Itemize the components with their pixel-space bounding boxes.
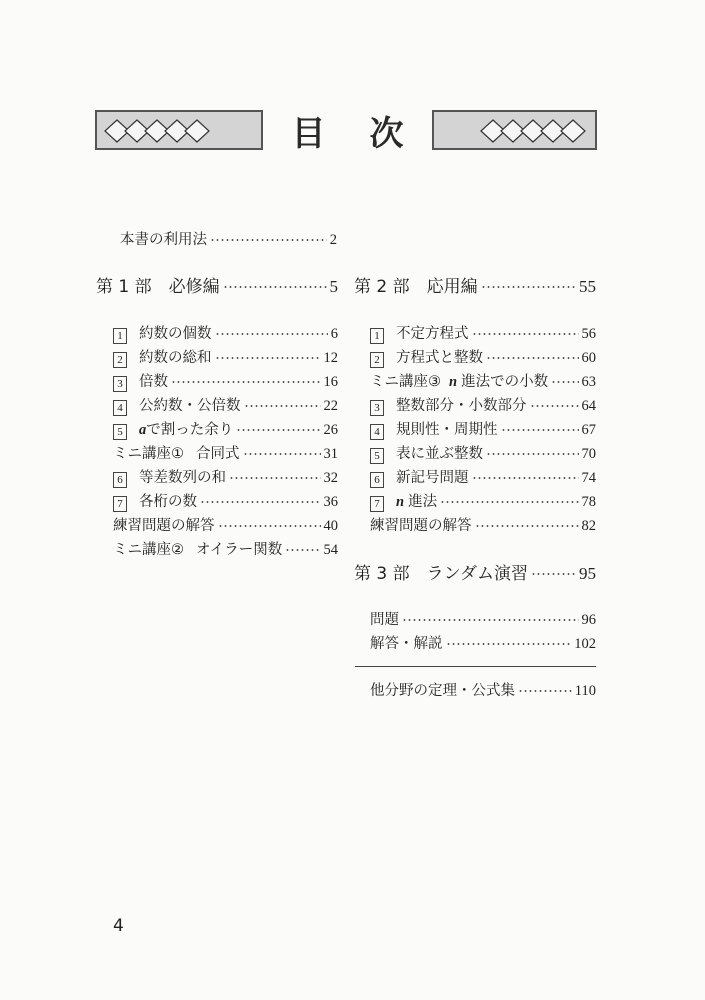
toc-entry-label: 整数部分・小数部分 bbox=[396, 398, 527, 414]
leader-dots bbox=[530, 405, 579, 407]
leader-dots bbox=[171, 381, 321, 383]
toc-entry-label: 新記号問題 bbox=[396, 470, 469, 486]
part-heading-label: 第 1 部 必修編 bbox=[96, 277, 220, 297]
toc-entry[interactable] bbox=[370, 420, 596, 440]
toc-entry-label: 公約数・公倍数 bbox=[139, 398, 241, 414]
toc-entry[interactable] bbox=[113, 372, 338, 392]
part3-heading[interactable] bbox=[354, 562, 596, 586]
part2-heading[interactable] bbox=[354, 275, 596, 299]
toc-entry[interactable] bbox=[113, 492, 338, 512]
title-char-1: 目 bbox=[291, 113, 326, 154]
toc-entry[interactable] bbox=[370, 516, 596, 536]
toc-entry-page: 74 bbox=[581, 470, 596, 486]
toc-entry-page: 102 bbox=[574, 636, 596, 652]
toc-entry-page: 63 bbox=[581, 374, 596, 390]
toc-entry-label: 倍数 bbox=[139, 374, 168, 390]
toc-entry-label: オイラー関数 bbox=[196, 542, 283, 558]
leader-dots bbox=[215, 357, 321, 359]
toc-entry-label: 本書の利用法 bbox=[120, 232, 207, 248]
toc-entry-label: 規則性・周期性 bbox=[396, 422, 498, 438]
leader-dots bbox=[285, 549, 320, 551]
toc-entry-label: 約数の個数 bbox=[139, 326, 212, 342]
toc-entry-label: 練習問題の解答 bbox=[370, 518, 472, 534]
toc-entry-page: 16 bbox=[323, 374, 338, 390]
page-title bbox=[263, 108, 432, 152]
toc-entry-page: 67 bbox=[581, 422, 596, 438]
toc-entry-label: 解答・解説 bbox=[370, 636, 443, 652]
toc-entry[interactable] bbox=[113, 468, 338, 488]
leader-dots bbox=[518, 690, 572, 692]
part1-heading[interactable] bbox=[96, 275, 338, 299]
chapter-number-box: 7 bbox=[370, 496, 384, 512]
toc-entry-label: 等差数列の和 bbox=[139, 470, 226, 486]
mini-lecture-label: ミニ講座② bbox=[113, 542, 184, 558]
toc-entry-page: 82 bbox=[581, 518, 596, 534]
chapter-number-box: 5 bbox=[113, 424, 127, 440]
toc-entry[interactable] bbox=[370, 396, 596, 416]
leader-dots bbox=[402, 619, 579, 621]
title-ornament-left bbox=[95, 110, 263, 150]
chapter-number-box: 4 bbox=[113, 400, 127, 416]
toc-entry-page: 60 bbox=[581, 350, 596, 366]
toc-entry-label: 進法での小数 bbox=[461, 374, 549, 390]
variable-symbol: n bbox=[449, 374, 458, 390]
toc-entry-label: 各桁の数 bbox=[139, 494, 197, 510]
mini-lecture-label: ミニ講座① bbox=[113, 446, 184, 462]
toc-entry[interactable] bbox=[113, 348, 338, 368]
section-divider bbox=[355, 666, 596, 667]
title-ornament-right bbox=[432, 110, 597, 150]
toc-entry-label: 問題 bbox=[370, 612, 399, 628]
chapter-number-box: 3 bbox=[370, 400, 384, 416]
toc-entry[interactable] bbox=[370, 634, 596, 654]
chapter-number-box: 5 bbox=[370, 448, 384, 464]
chapter-number-box: 3 bbox=[113, 376, 127, 392]
toc-entry-page: 31 bbox=[323, 446, 338, 462]
title-char-2: 次 bbox=[369, 113, 404, 154]
leader-dots bbox=[501, 429, 579, 431]
mini-lecture-label: ミニ講座③ bbox=[370, 374, 441, 390]
toc-entry[interactable] bbox=[113, 420, 338, 440]
leader-dots bbox=[200, 501, 321, 503]
toc-entry-label: 約数の総和 bbox=[139, 350, 212, 366]
toc-entry[interactable] bbox=[113, 444, 338, 464]
toc-entry[interactable] bbox=[370, 372, 596, 392]
toc-entry-intro[interactable] bbox=[120, 230, 337, 250]
toc-entry-label: で割った余り bbox=[146, 422, 234, 438]
toc-entry[interactable] bbox=[113, 516, 338, 536]
toc-entry[interactable] bbox=[370, 610, 596, 630]
chapter-number-box: 6 bbox=[370, 472, 384, 488]
toc-entry-label: 進法 bbox=[408, 494, 438, 510]
toc-entry-page: 56 bbox=[581, 326, 596, 342]
toc-entry-page: 22 bbox=[323, 398, 338, 414]
diamond-ornament-icon bbox=[103, 116, 213, 146]
toc-entry-page: 32 bbox=[323, 470, 338, 486]
toc-entry[interactable] bbox=[370, 324, 596, 344]
toc-entry-label: 表に並ぶ整数 bbox=[396, 446, 483, 462]
leader-dots bbox=[215, 333, 328, 335]
leader-dots bbox=[446, 643, 572, 645]
toc-entry-page: 36 bbox=[323, 494, 338, 510]
leader-dots bbox=[531, 573, 576, 575]
toc-entry[interactable] bbox=[113, 540, 338, 560]
part-heading-page: 95 bbox=[579, 564, 596, 583]
chapter-number-box: 2 bbox=[113, 352, 127, 368]
diamond-ornament-icon bbox=[479, 116, 589, 146]
toc-entry-label: 方程式と整数 bbox=[396, 350, 483, 366]
toc-entry-page: 40 bbox=[323, 518, 338, 534]
leader-dots bbox=[486, 453, 579, 455]
part-heading-label: 第 2 部 応用編 bbox=[354, 277, 478, 297]
toc-entry-label: 不定方程式 bbox=[396, 326, 469, 342]
leader-dots bbox=[244, 405, 321, 407]
toc-entry-page: 70 bbox=[581, 446, 596, 462]
toc-entry-page: 12 bbox=[323, 350, 338, 366]
leader-dots bbox=[486, 357, 579, 359]
chapter-number-box: 1 bbox=[113, 328, 127, 344]
toc-entry-page: 26 bbox=[323, 422, 338, 438]
chapter-number-box: 4 bbox=[370, 424, 384, 440]
toc-entry-label: 他分野の定理・公式集 bbox=[370, 683, 515, 699]
leader-dots bbox=[229, 477, 321, 479]
chapter-number-box: 7 bbox=[113, 496, 127, 512]
variable-symbol: a bbox=[139, 422, 147, 438]
toc-entry[interactable] bbox=[370, 444, 596, 464]
chapter-number-box: 2 bbox=[370, 352, 384, 368]
leader-dots bbox=[218, 525, 321, 527]
leader-dots bbox=[481, 286, 576, 288]
toc-entry[interactable] bbox=[370, 468, 596, 488]
toc-entry-appendix[interactable] bbox=[370, 681, 596, 701]
variable-symbol: n bbox=[396, 494, 405, 510]
chapter-number-box: 6 bbox=[113, 472, 127, 488]
toc-entry-page: 64 bbox=[581, 398, 596, 414]
leader-dots bbox=[236, 429, 320, 431]
toc-entry-page: 78 bbox=[581, 494, 596, 510]
toc-entry[interactable] bbox=[370, 348, 596, 368]
toc-entry-page: 6 bbox=[330, 326, 338, 342]
leader-dots bbox=[223, 286, 327, 288]
toc-entry[interactable] bbox=[113, 324, 338, 344]
leader-dots bbox=[210, 239, 327, 241]
part-heading-page: 5 bbox=[329, 277, 338, 296]
leader-dots bbox=[472, 333, 579, 335]
page-number: 4 bbox=[113, 916, 124, 936]
leader-dots bbox=[551, 381, 578, 383]
leader-dots bbox=[440, 501, 578, 503]
chapter-number-box: 1 bbox=[370, 328, 384, 344]
toc-entry-label: 合同式 bbox=[196, 446, 240, 462]
leader-dots bbox=[472, 477, 579, 479]
toc-entry-page: 110 bbox=[574, 683, 596, 699]
toc-entry-page: 54 bbox=[323, 542, 338, 558]
leader-dots bbox=[243, 453, 321, 455]
part-heading-label: 第 3 部 ランダム演習 bbox=[354, 564, 528, 584]
leader-dots bbox=[475, 525, 579, 527]
toc-entry-page: 2 bbox=[329, 232, 337, 248]
toc-entry[interactable] bbox=[370, 492, 596, 512]
toc-entry-page: 96 bbox=[581, 612, 596, 628]
toc-entry-label: 練習問題の解答 bbox=[113, 518, 215, 534]
part-heading-page: 55 bbox=[579, 277, 596, 296]
toc-entry[interactable] bbox=[113, 396, 338, 416]
